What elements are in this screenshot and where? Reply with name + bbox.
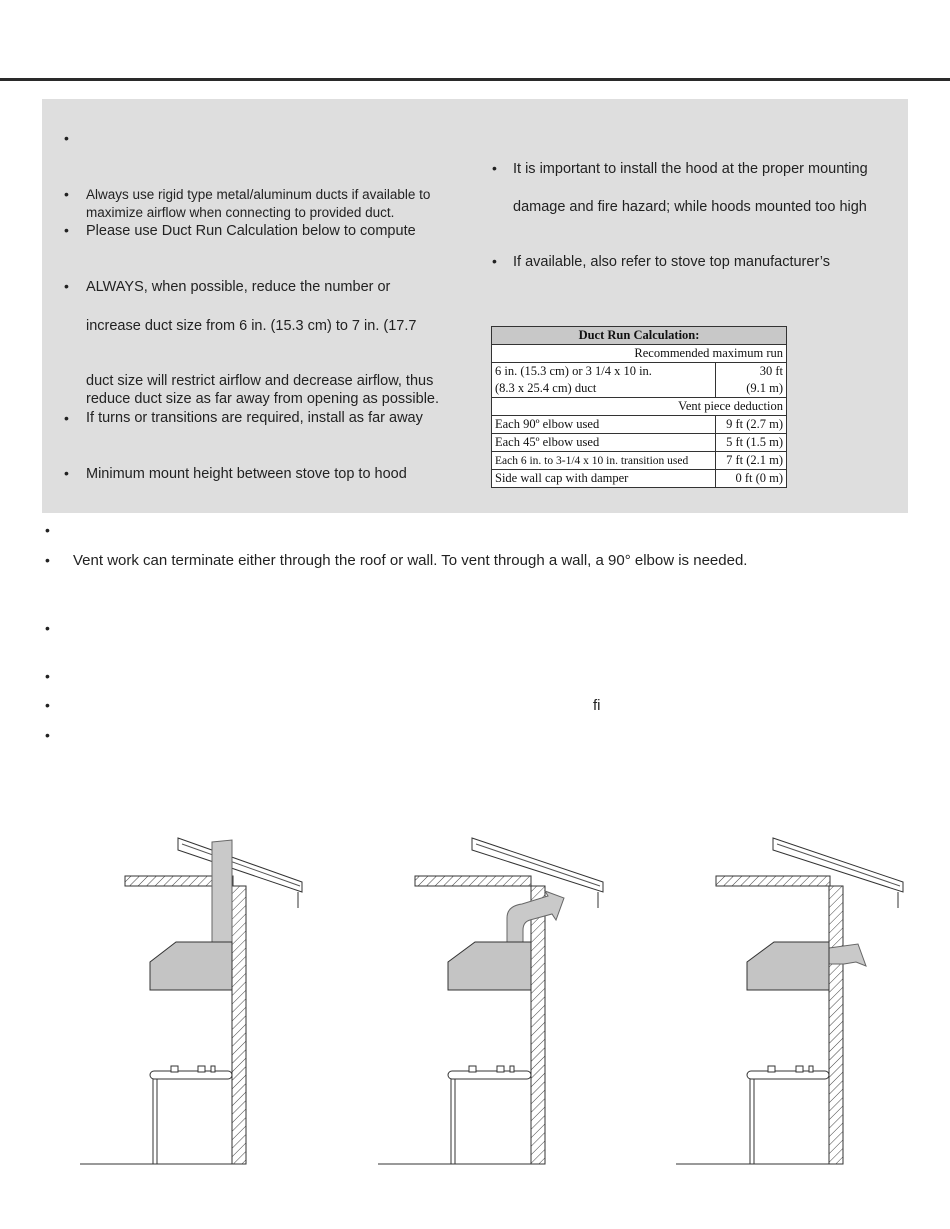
bullet: • — [64, 465, 69, 481]
range-hood — [150, 942, 232, 990]
elbow-vent-diagram — [378, 838, 603, 1164]
bullet: • — [492, 253, 497, 269]
bullet: • — [64, 130, 69, 146]
table-cell: 5 ft (1.5 m) — [716, 434, 787, 452]
venting-diagrams — [0, 820, 950, 1180]
note-text: Minimum mount height between stove top to hood — [86, 466, 407, 482]
table-row — [492, 452, 787, 470]
duct-run-calculation-table — [491, 326, 787, 488]
bullet: • — [45, 668, 50, 684]
duct-size-label: (8.3 x 25.4 cm) duct — [495, 381, 597, 395]
note-text: maximize airflow when connecting to provided duct. — [86, 205, 395, 220]
table-cell — [492, 363, 716, 398]
ceiling — [716, 876, 830, 886]
bullet: • — [64, 186, 69, 202]
note-text: If turns or transitions are required, install as far away — [86, 410, 423, 426]
table-row — [492, 470, 787, 488]
vertical-duct — [212, 840, 232, 942]
note-text: reduce duct size as far away from opening as possible. — [86, 391, 440, 407]
range-hood — [747, 942, 829, 990]
bullet: • — [45, 697, 50, 713]
bullet: • — [64, 222, 69, 238]
wall-duct — [829, 944, 866, 966]
table-row — [492, 416, 787, 434]
wall — [829, 886, 843, 1164]
table-title: Duct Run Calculation: — [492, 327, 787, 345]
bullet: • — [45, 620, 50, 636]
range-hood — [448, 942, 531, 990]
note-text: Please use Duct Run Calculation below to compute — [86, 223, 416, 239]
bullet: • — [45, 727, 50, 743]
table-cell: 7 ft (2.1 m) — [716, 452, 787, 470]
bullet: • — [45, 552, 50, 568]
bullet: • — [45, 522, 50, 538]
table-cell: 9 ft (2.7 m) — [716, 416, 787, 434]
max-run-value: 30 ft — [759, 364, 783, 378]
table-cell — [716, 363, 787, 398]
vent-text: Vent work can terminate either through the roof or wall. To vent through a wall, a 90° elbow is needed. — [73, 552, 748, 569]
table-cell: Each 45º elbow used — [492, 434, 716, 452]
note-text: duct size will restrict airflow and decrease airflow, thus — [86, 373, 434, 389]
roof-vent-diagram — [80, 838, 302, 1164]
max-run-value: (9.1 m) — [746, 381, 783, 395]
note-text: increase duct size from 6 in. (15.3 cm) to 7 in. (17.7 — [86, 318, 417, 334]
wall-vent-diagram — [676, 838, 903, 1164]
stove-top — [448, 1071, 531, 1079]
header-rule — [0, 78, 950, 81]
duct-size-label: 6 in. (15.3 cm) or 3 1/4 x 10 in. — [495, 364, 652, 378]
bullet: • — [492, 160, 497, 176]
table-section-header: Recommended maximum run — [492, 345, 787, 363]
note-text: ALWAYS, when possible, reduce the number or — [86, 279, 391, 295]
fi-glyph: fi — [593, 697, 601, 714]
note-text: Always use rigid type metal/aluminum ducts if available to — [86, 187, 431, 202]
table-cell: Side wall cap with damper — [492, 470, 716, 488]
bullet: • — [64, 410, 69, 426]
wall — [531, 886, 545, 1164]
note-text: damage and fire hazard; while hoods mounted too high — [513, 199, 867, 215]
stove-top — [150, 1071, 232, 1079]
note-text: It is important to install the hood at the proper mounting — [513, 161, 868, 177]
stove-top — [747, 1071, 829, 1079]
table-cell: Each 90º elbow used — [492, 416, 716, 434]
table-cell: 0 ft (0 m) — [716, 470, 787, 488]
table-cell: Each 6 in. to 3-1/4 x 10 in. transition used — [492, 452, 716, 470]
ceiling — [415, 876, 531, 886]
note-text: If available, also refer to stove top manufacturer’s — [513, 254, 831, 270]
table-row — [492, 434, 787, 452]
table-section-header: Vent piece deduction — [492, 398, 787, 416]
wall — [232, 886, 246, 1164]
bullet: • — [64, 278, 69, 294]
